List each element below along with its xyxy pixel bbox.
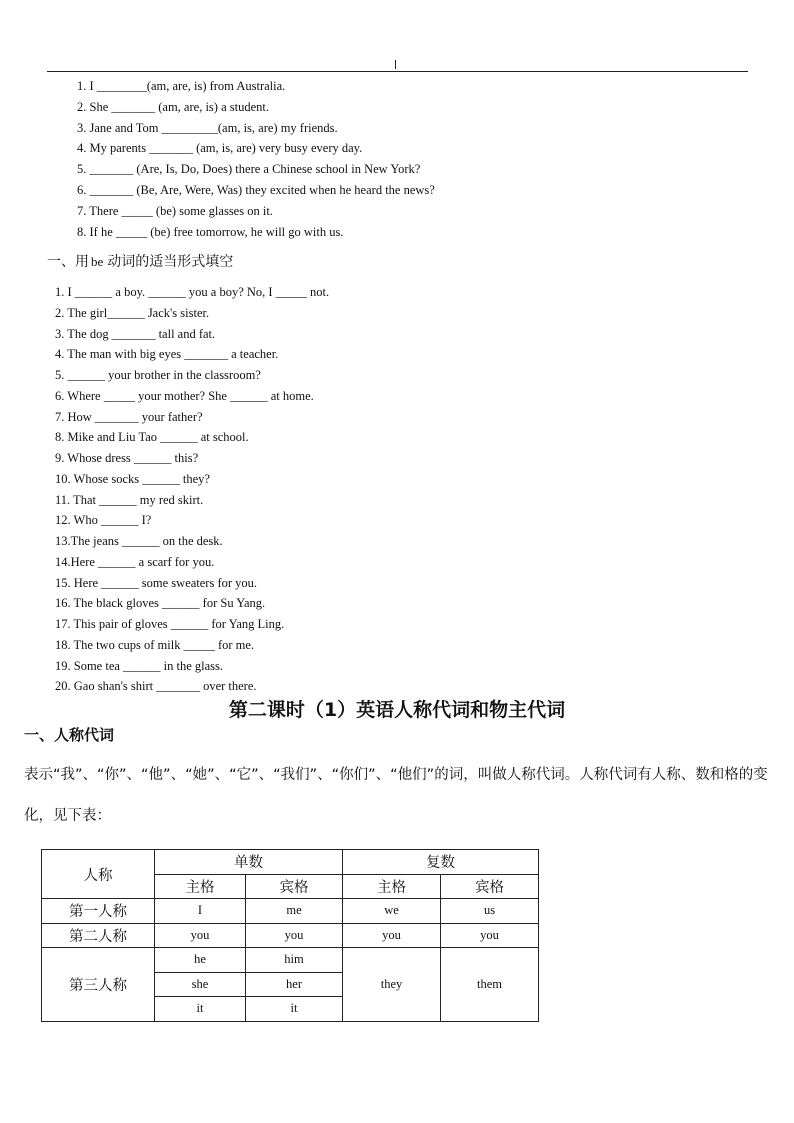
table-cell: me	[246, 899, 343, 924]
list-item: 3. Jane and Tom _________(am, is, are) my friends.	[77, 120, 338, 135]
table-cell: you	[246, 923, 343, 948]
singular-object-header: 宾格	[246, 874, 343, 899]
list-item: 7. There _____ (be) some glasses on it.	[77, 203, 273, 218]
plural-object-header: 宾格	[441, 874, 539, 899]
list-item: 4. The man with big eyes _______ a teacher.	[55, 347, 279, 362]
list-item: 13.The jeans ______ on the desk.	[55, 534, 223, 548]
table-row	[42, 948, 539, 973]
table-cell: you	[343, 923, 441, 948]
list-item: 6. Where _____ your mother? She ______ at home.	[55, 388, 314, 403]
list-item: 1. I ______ a boy. ______ you a boy? No, I _____ not.	[55, 285, 330, 299]
list-item: 19. Some tea ______ in the glass.	[55, 658, 224, 673]
third-person-label: 第三人称	[42, 948, 155, 1022]
list-item: 17. This pair of gloves ______ for Yang Ling.	[55, 617, 285, 631]
list-item: 4. My parents _______ (am, is, are) very busy every day.	[77, 141, 363, 156]
list-item: 11. That ______ my red skirt.	[55, 492, 204, 507]
table-cell: he	[155, 948, 246, 973]
list-item: 2. The girl______ Jack's sister.	[55, 305, 210, 320]
table-cell: it	[155, 997, 246, 1022]
section-heading-be: be	[91, 254, 104, 269]
list-item: 10. Whose socks ______ they?	[55, 471, 210, 486]
list-item: 3. The dog _______ tall and fat.	[55, 326, 216, 341]
list-item: 6. _______ (Be, Are, Were, Was) they excited when he heard the news?	[77, 182, 435, 197]
exercise-2-list	[55, 282, 329, 697]
table-cell: her	[246, 972, 343, 997]
pronoun-table	[41, 849, 539, 1022]
list-item: 5. _______ (Are, Is, Do, Does) there a Chinese school in New York?	[77, 162, 421, 177]
section-heading-suffix: 动词的适当形式填空	[107, 254, 234, 270]
list-item: 2. She _______ (am, are, is) a student.	[77, 99, 269, 114]
first-person-label: 第一人称	[42, 899, 155, 924]
table-cell: they	[343, 948, 441, 1022]
table-cell: you	[155, 923, 246, 948]
list-item: 16. The black gloves ______ for Su Yang.	[55, 596, 266, 611]
table-cell: it	[246, 997, 343, 1022]
section-heading-prefix: 一、用	[47, 254, 89, 270]
header-rule	[47, 71, 748, 72]
table-row	[42, 923, 539, 948]
singular-header: 单数	[155, 850, 343, 875]
list-item: 20. Gao shan's shirt _______ over there.	[55, 679, 257, 694]
list-item: 8. Mike and Liu Tao ______ at school.	[55, 430, 249, 445]
section-heading	[47, 251, 233, 271]
table-cell: them	[441, 948, 539, 1022]
table-cell: she	[155, 972, 246, 997]
table-cell: him	[246, 948, 343, 973]
lesson-title: 第二课时（1）英语人称代词和物主代词	[228, 699, 566, 721]
second-person-label: 第二人称	[42, 923, 155, 948]
table-row	[42, 899, 539, 924]
list-item: 9. Whose dress ______ this?	[55, 451, 199, 465]
table-cell: we	[343, 899, 441, 924]
list-item: 5. ______ your brother in the classroom?	[55, 368, 261, 382]
person-header: 人称	[42, 850, 155, 899]
header-mark	[395, 60, 396, 69]
list-item: 18. The two cups of milk _____ for me.	[55, 637, 255, 652]
exercise-1-list	[77, 76, 435, 242]
table-cell: us	[441, 899, 539, 924]
intro-paragraph: 表示“我”、“你”、“他”、“她”、“它”、“我们”、“你们”、“他们”的词，叫做人称代词。人称代词有人称、数和格的变化，见下表：	[24, 767, 768, 824]
plural-header: 复数	[343, 850, 539, 875]
list-item: 14.Here ______ a scarf for you.	[55, 554, 215, 569]
plural-subject-header: 主格	[343, 874, 441, 899]
subheading-personal-pronouns: 一、人称代词	[24, 726, 115, 744]
singular-subject-header: 主格	[155, 874, 246, 899]
list-item: 7. How _______ your father?	[55, 409, 203, 424]
list-item: 1. I ________(am, are, is) from Australia.	[77, 79, 286, 93]
list-item: 12. Who ______ I?	[55, 513, 152, 528]
table-header-row	[42, 850, 539, 875]
table-cell: I	[155, 899, 246, 924]
list-item: 8. If he _____ (be) free tomorrow, he will go with us.	[77, 224, 344, 239]
list-item: 15. Here ______ some sweaters for you.	[55, 575, 258, 590]
table-cell: you	[441, 923, 539, 948]
